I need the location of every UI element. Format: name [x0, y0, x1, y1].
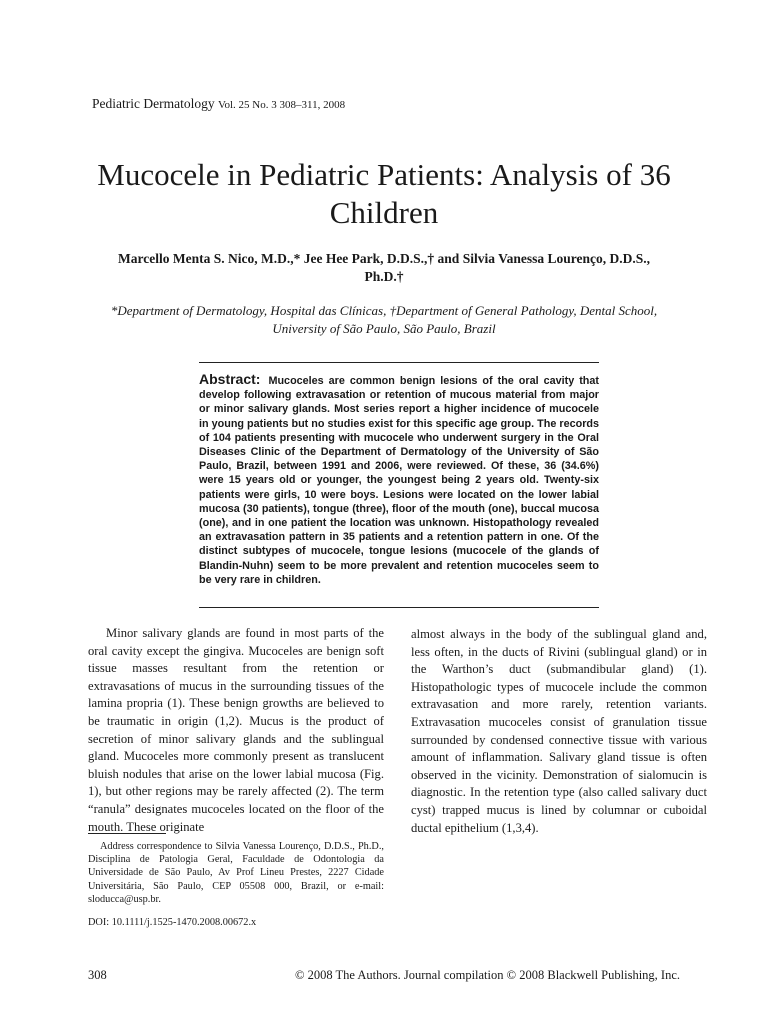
abstract-bottom-rule — [199, 607, 599, 608]
body-right-column — [411, 626, 707, 837]
article-title: Mucocele in Pediatric Patients: Analysis of 36 Children — [97, 157, 671, 230]
abstract-top-rule — [199, 362, 599, 363]
correspondence-text: Address correspondence to Silvia Vanessa Lourenço, D.D.S., Ph.D., Disciplina de Patologia Geral, Faculdade de Odontologia da Universidade de São Paulo, Av Prof Lineu Prestes, 2227 Cidade Universitária, São Paulo, CEP 05508 000, Brazil, or e-mail: sloducca@usp.br. — [88, 841, 384, 905]
article-authors: Marcello Menta S. Nico, M.D.,* Jee Hee Park, D.D.S.,† and Silvia Vanessa Lourenço, D.D.S., Ph.D.† — [118, 251, 650, 284]
body-paragraph: almost always in the body of the sublingual gland and, less often, in the ducts of Rivini (sublingual gland) or in the Warthon’s duct (submandibular gland) (1). Histopathologic types of mucocele include the common extravasation and more rarely, retention variants. Extravasation mucoceles consist of granulation tissue surrounded by condensed connective tissue with various amount of inflammation. Salivary gland tissue is often observed in the vicinity. Demonstration of sialomucin is diagnostic. In the retention type (also called salivary duct cyst) trapped mucus is lined by columnar or cuboidal ductal epithelium (1,3,4). — [411, 627, 707, 835]
article-affiliation: *Department of Dermatology, Hospital das Clínicas, †Department of General Pathology, Dental School, University of São Paulo, São Paulo, Brazil — [110, 303, 658, 336]
footnote-rule — [88, 833, 166, 834]
body-paragraph: Minor salivary glands are found in most parts of the oral cavity except the gingiva. Mucoceles are benign soft tissue masses resultant from the retention or extravasations of mucus in the surrounding tissues of the lamina propria (1). These benign growths are believed to be traumatic in origin (1,2). Mucus is the product of secretion of minor salivary glands and the sublingual gland. Mucoceles more commonly present as translucent bluish nodules that arise on the lower labial mucosa (Fig. 1), but other regions may be rarely affected (2). The term “ranula” designates mucoceles located on the floor of the mouth. These originate — [88, 626, 384, 834]
doi-line: DOI: 10.1111/j.1525-1470.2008.00672.x — [88, 917, 257, 928]
journal-details: Vol. 25 No. 3 308–311, 2008 — [217, 99, 346, 111]
abstract-block — [199, 372, 599, 587]
journal-header — [92, 96, 345, 112]
copyright-notice: © 2008 The Authors. Journal compilation © 2008 Blackwell Publishing, Inc. — [294, 968, 680, 982]
page-number: 308 — [88, 968, 107, 982]
abstract-label: Abstract: — [199, 371, 261, 387]
body-left-column — [88, 625, 384, 836]
correspondence-footnote — [88, 840, 384, 906]
journal-name: Pediatric Dermatology — [92, 96, 215, 111]
abstract-text: Mucoceles are common benign lesions of the oral cavity that develop following extravasation or retention of mucous material from major or minor salivary glands. Most series report a higher incidence of mucocele in young patients but no studies exist for this specific age group. The records of 104 patients presenting with mucocele who underwent surgery in the Oral Diseases Clinic of the Department of Dermatology of the University of São Paulo, Brazil, between 1991 and 2006, were reviewed. Of these, 36 (34.6%) were 15 years old or younger, the youngest being 2 years old. Twenty-six patients were girls, 10 were boys. Lesions were located on the lower labial mucosa (30 patients), tongue (three), floor of the mouth (one), buccal mucosa (one), and in one patient the location was unknown. Histopathology revealed an extravasation pattern in 35 patients and a retention pattern in one. Of the distinct subtypes of mucocele, tongue lesions (mucocele of the glands of Blandin-Nuhn) seem to be more prevalent and retention mucoceles seem to be very rare in children. — [199, 375, 599, 586]
